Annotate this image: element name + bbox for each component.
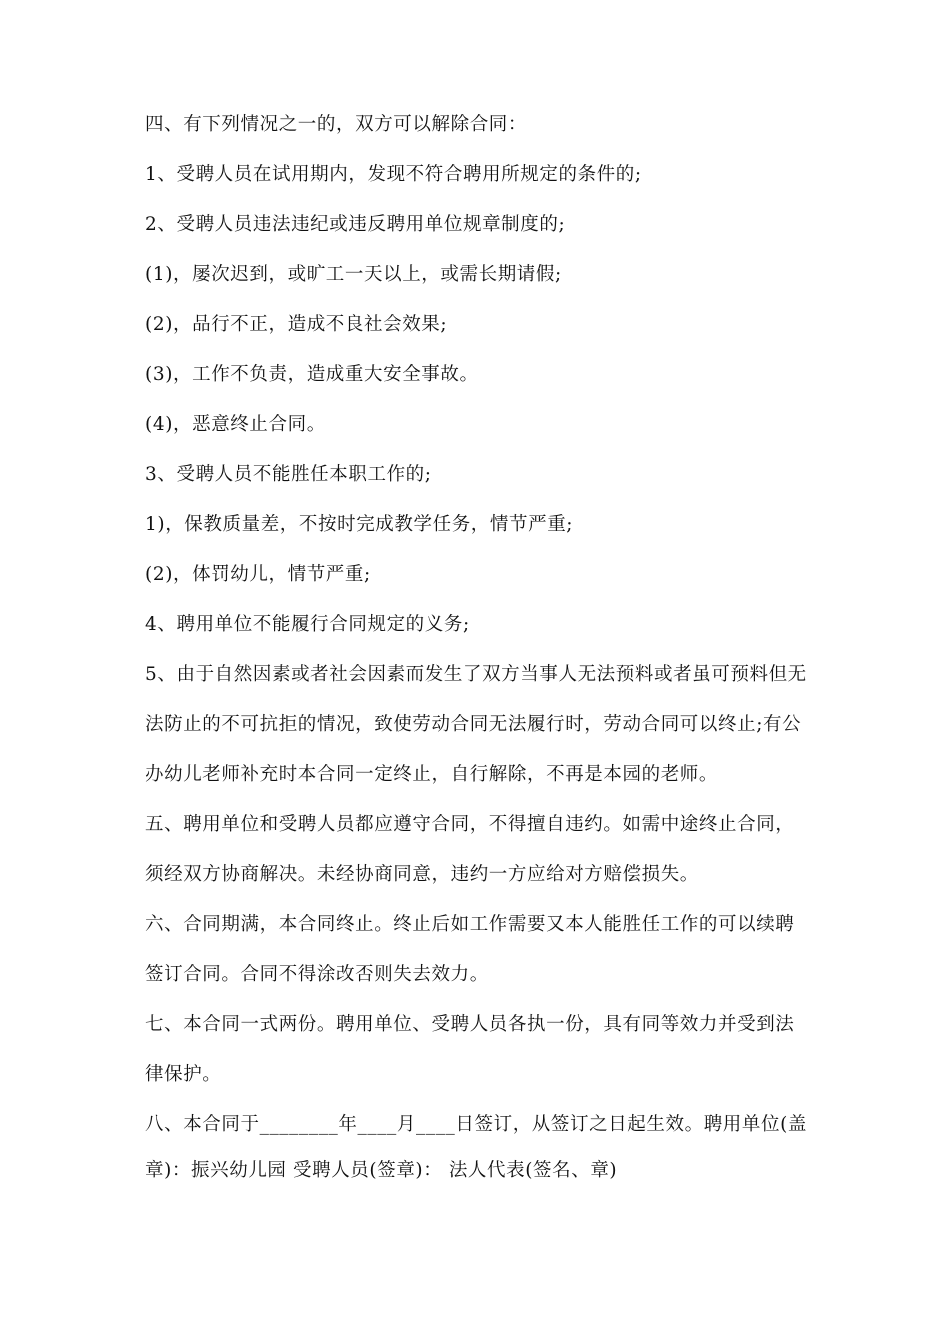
clause-4-item-2-sub-1: (1)，屡次迟到，或旷工一天以上，或需长期请假;	[145, 264, 562, 285]
clause-4-item-2-sub-4: (4)，恶意终止合同。	[145, 414, 326, 435]
clause-4-item-2-sub-2: (2)，品行不正，造成不良社会效果;	[145, 314, 448, 335]
clause-4-item-2: 2、受聘人员违法违纪或违反聘用单位规章制度的;	[145, 214, 566, 235]
clause-6-line-1: 六、合同期满，本合同终止。终止后如工作需要又本人能胜任工作的可以续聘	[145, 914, 795, 935]
clause-4-item-5-line-2: 法防止的不可抗拒的情况，致使劳动合同无法履行时，劳动合同可以终止;有公	[145, 714, 802, 735]
clause-4-item-5-line-1: 5、由于自然因素或者社会因素而发生了双方当事人无法预料或者虽可预料但无	[145, 664, 807, 685]
signature-line: 章)：振兴幼儿园 受聘人员(签章)： 法人代表(签名、章)	[145, 1160, 618, 1181]
clause-8-line-1: 八、本合同于________年____月____日签订，从签订之日起生效。聘用单位(盖	[145, 1114, 808, 1135]
clause-4-item-2-sub-3: (3)，工作不负责，造成重大安全事故。	[145, 364, 479, 385]
clause-4-item-4: 4、聘用单位不能履行合同规定的义务;	[145, 614, 470, 635]
clause-4-item-3-sub-1: 1)，保教质量差，不按时完成教学任务，情节严重;	[145, 514, 574, 535]
clause-4-item-5-line-3: 办幼儿老师补充时本合同一定终止，自行解除，不再是本园的老师。	[145, 764, 719, 785]
clause-4-item-1: 1、受聘人员在试用期内，发现不符合聘用所规定的条件的;	[145, 164, 642, 185]
clause-5-line-2: 须经双方协商解决。未经协商同意，违约一方应给对方赔偿损失。	[145, 864, 699, 885]
clause-7-line-2: 律保护。	[145, 1064, 222, 1085]
clause-5-line-1: 五、聘用单位和受聘人员都应遵守合同，不得擅自违约。如需中途终止合同，	[145, 814, 795, 835]
clause-7-line-1: 七、本合同一式两份。聘用单位、受聘人员各执一份，具有同等效力并受到法	[145, 1014, 795, 1035]
clause-4-heading: 四、有下列情况之一的，双方可以解除合同：	[145, 114, 528, 135]
clause-4-item-3: 3、受聘人员不能胜任本职工作的;	[145, 464, 432, 485]
clause-6-line-2: 签订合同。合同不得涂改否则失去效力。	[145, 964, 489, 985]
clause-4-item-3-sub-2: (2)，体罚幼儿，情节严重;	[145, 564, 371, 585]
